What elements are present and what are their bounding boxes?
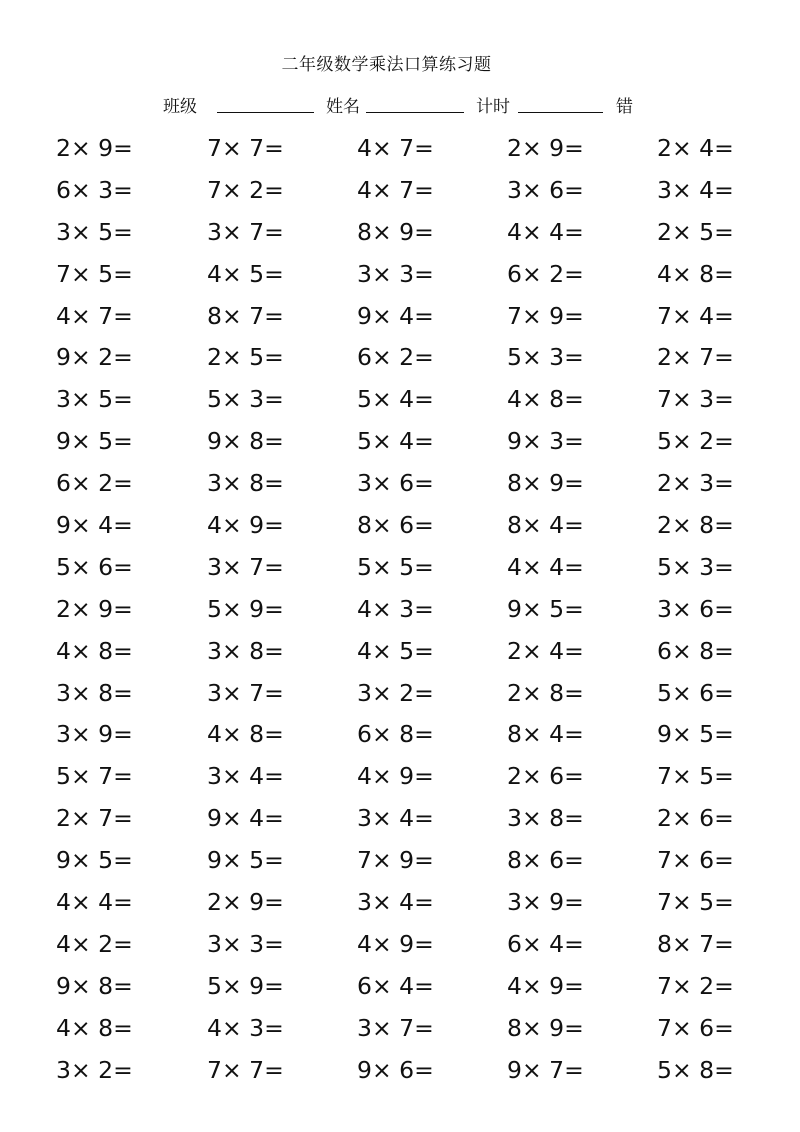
problem-item: 6× 8=: [357, 720, 434, 749]
problem-item: 9× 2=: [56, 343, 133, 372]
problem-item: 7× 6=: [657, 846, 734, 875]
problem-item: 6× 3=: [56, 175, 133, 204]
problem-item: 2× 9=: [56, 134, 133, 162]
problem-row: [0, 756, 800, 798]
problem-item: 4× 8=: [56, 636, 133, 665]
problem-row: [0, 547, 800, 589]
problem-item: 9× 5=: [507, 594, 584, 623]
problem-item: 3× 9=: [507, 888, 584, 917]
problem-item: 4× 9=: [357, 762, 434, 791]
problem-item: 2× 9=: [507, 134, 584, 162]
problem-item: 4× 8=: [657, 259, 734, 288]
student-info-row: [0, 92, 800, 116]
problem-item: 4× 5=: [207, 259, 284, 288]
wrong-count-label: 错: [616, 97, 633, 117]
problem-item: 9× 4=: [56, 511, 133, 540]
problem-item: 5× 4=: [357, 427, 434, 456]
problem-row: [0, 966, 800, 1008]
problem-item: 4× 9=: [207, 511, 284, 540]
problem-row: [0, 379, 800, 421]
problem-item: 6× 2=: [357, 343, 434, 372]
name-label: 姓名: [326, 97, 360, 117]
problem-item: 8× 7=: [207, 301, 284, 330]
problem-row: [0, 296, 800, 338]
problem-item: 4× 7=: [56, 301, 133, 330]
problem-item: 3× 4=: [207, 762, 284, 791]
problem-item: 5× 3=: [507, 343, 584, 372]
class-label: 班级: [163, 97, 197, 117]
problem-item: 4× 5=: [357, 636, 434, 665]
problem-item: 4× 2=: [56, 929, 133, 958]
problem-item: 7× 2=: [657, 971, 734, 1000]
problem-item: 4× 3=: [207, 1013, 284, 1042]
problem-item: 8× 9=: [507, 469, 584, 498]
problem-item: 9× 8=: [207, 427, 284, 456]
problem-item: 6× 4=: [357, 971, 434, 1000]
problem-item: 7× 5=: [657, 888, 734, 917]
problem-row: [0, 463, 800, 505]
problem-item: 8× 6=: [507, 846, 584, 875]
problem-item: 3× 5=: [56, 385, 133, 414]
problem-item: 5× 8=: [657, 1055, 734, 1084]
problem-row: [0, 840, 800, 882]
problem-item: 4× 7=: [357, 134, 434, 162]
problem-item: 3× 6=: [657, 594, 734, 623]
problem-item: 4× 8=: [207, 720, 284, 749]
problem-item: 2× 4=: [507, 636, 584, 665]
problem-item: 3× 2=: [56, 1055, 133, 1084]
problem-item: 3× 4=: [357, 888, 434, 917]
problem-item: 7× 7=: [207, 1055, 284, 1084]
problem-item: 2× 4=: [657, 134, 734, 162]
problem-item: 7× 9=: [507, 301, 584, 330]
problem-item: 5× 5=: [357, 552, 434, 581]
problem-item: 2× 9=: [207, 888, 284, 917]
problem-item: 8× 4=: [507, 720, 584, 749]
problem-item: 4× 8=: [507, 385, 584, 414]
problem-row: [0, 714, 800, 756]
problem-item: 4× 9=: [357, 929, 434, 958]
problem-row: [0, 337, 800, 379]
problem-item: 8× 9=: [507, 1013, 584, 1042]
problem-item: 9× 5=: [207, 846, 284, 875]
problem-item: 7× 4=: [657, 301, 734, 330]
problem-item: 5× 4=: [357, 385, 434, 414]
problem-item: 5× 6=: [56, 552, 133, 581]
problem-item: 9× 3=: [507, 427, 584, 456]
class-blank-line: [217, 112, 314, 113]
problem-item: 3× 4=: [657, 175, 734, 204]
problem-row: [0, 421, 800, 463]
problem-item: 9× 8=: [56, 971, 133, 1000]
problem-item: 2× 5=: [657, 217, 734, 246]
problem-item: 2× 7=: [657, 343, 734, 372]
problem-item: 3× 5=: [56, 217, 133, 246]
name-blank-line: [366, 112, 464, 113]
problem-item: 3× 6=: [507, 175, 584, 204]
problem-item: 8× 7=: [657, 929, 734, 958]
problem-item: 2× 8=: [507, 678, 584, 707]
problem-item: 6× 8=: [657, 636, 734, 665]
problem-item: 4× 9=: [507, 971, 584, 1000]
problem-item: 5× 6=: [657, 678, 734, 707]
problem-item: 5× 9=: [207, 971, 284, 1000]
problem-item: 2× 6=: [507, 762, 584, 791]
problem-item: 9× 5=: [56, 427, 133, 456]
problem-item: 3× 8=: [207, 636, 284, 665]
problem-item: 7× 3=: [657, 385, 734, 414]
problem-row: [0, 882, 800, 924]
problem-item: 7× 2=: [207, 175, 284, 204]
problem-item: 3× 7=: [207, 552, 284, 581]
problem-item: 4× 7=: [357, 175, 434, 204]
problem-item: 8× 4=: [507, 511, 584, 540]
problem-item: 7× 5=: [657, 762, 734, 791]
problem-grid: [0, 128, 800, 1091]
problem-item: 5× 3=: [657, 552, 734, 581]
problem-item: 9× 4=: [207, 804, 284, 833]
problem-item: 6× 2=: [56, 469, 133, 498]
problem-item: 8× 9=: [357, 217, 434, 246]
time-label: 计时: [476, 97, 510, 117]
worksheet-title: 二年级数学乘法口算练习题: [281, 55, 492, 75]
problem-item: 9× 4=: [357, 301, 434, 330]
problem-item: 3× 2=: [357, 678, 434, 707]
problem-row: [0, 673, 800, 715]
problem-item: 8× 6=: [357, 511, 434, 540]
problem-item: 3× 8=: [207, 469, 284, 498]
problem-item: 3× 3=: [357, 259, 434, 288]
problem-row: [0, 589, 800, 631]
problem-item: 3× 7=: [207, 678, 284, 707]
problem-item: 3× 3=: [207, 929, 284, 958]
problem-row: [0, 631, 800, 673]
problem-item: 5× 2=: [657, 427, 734, 456]
problem-item: 3× 8=: [56, 678, 133, 707]
problem-item: 4× 4=: [507, 552, 584, 581]
problem-row: [0, 1050, 800, 1092]
problem-item: 9× 5=: [657, 720, 734, 749]
problem-item: 5× 9=: [207, 594, 284, 623]
problem-item: 4× 4=: [507, 217, 584, 246]
problem-row: [0, 1008, 800, 1050]
problem-item: 7× 9=: [357, 846, 434, 875]
problem-item: 7× 5=: [56, 259, 133, 288]
problem-item: 2× 8=: [657, 511, 734, 540]
problem-item: 5× 3=: [207, 385, 284, 414]
problem-item: 9× 5=: [56, 846, 133, 875]
problem-item: 6× 2=: [507, 259, 584, 288]
problem-row: [0, 254, 800, 296]
problem-item: 2× 7=: [56, 804, 133, 833]
problem-item: 2× 9=: [56, 594, 133, 623]
problem-item: 7× 7=: [207, 134, 284, 162]
problem-item: 3× 6=: [357, 469, 434, 498]
problem-item: 9× 6=: [357, 1055, 434, 1084]
problem-row: [0, 128, 800, 170]
problem-item: 2× 5=: [207, 343, 284, 372]
problem-row: [0, 212, 800, 254]
problem-item: 5× 7=: [56, 762, 133, 791]
problem-item: 4× 8=: [56, 1013, 133, 1042]
problem-item: 3× 9=: [56, 720, 133, 749]
problem-row: [0, 170, 800, 212]
problem-item: 3× 7=: [207, 217, 284, 246]
problem-item: 4× 3=: [357, 594, 434, 623]
problem-item: 9× 7=: [507, 1055, 584, 1084]
problem-row: [0, 505, 800, 547]
problem-item: 2× 6=: [657, 804, 734, 833]
problem-item: 3× 7=: [357, 1013, 434, 1042]
problem-item: 4× 4=: [56, 888, 133, 917]
problem-row: [0, 924, 800, 966]
time-blank-line: [518, 112, 603, 113]
problem-item: 6× 4=: [507, 929, 584, 958]
problem-item: 3× 8=: [507, 804, 584, 833]
problem-row: [0, 798, 800, 840]
problem-item: 3× 4=: [357, 804, 434, 833]
problem-item: 7× 6=: [657, 1013, 734, 1042]
problem-item: 2× 3=: [657, 469, 734, 498]
